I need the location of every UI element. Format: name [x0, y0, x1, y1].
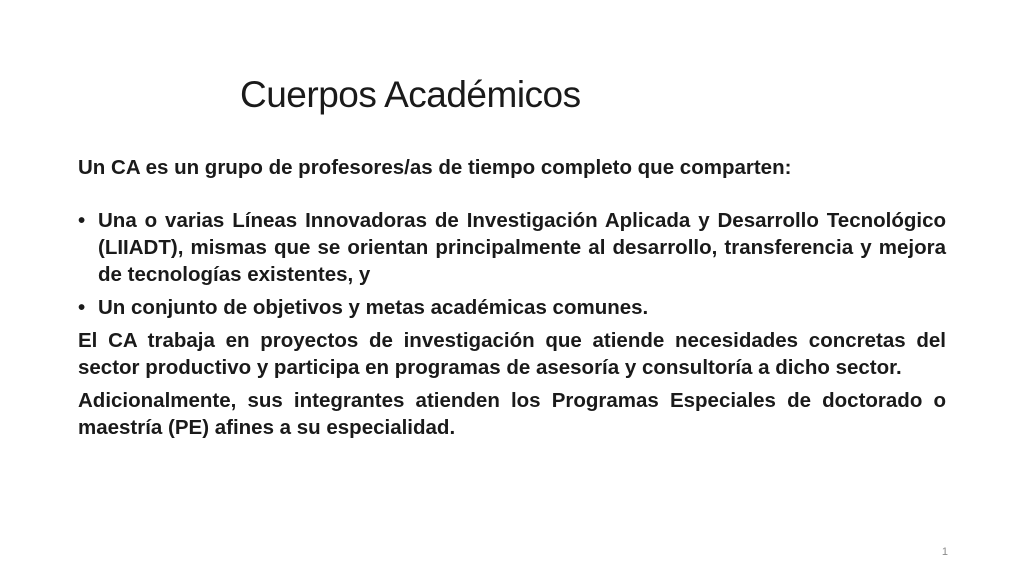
slide-body [78, 154, 946, 441]
bullet-item-objetivos [78, 294, 946, 321]
bullet-icon: • [78, 296, 86, 319]
bullet-text: Un conjunto de objetivos y metas académicas comunes. [98, 296, 649, 319]
intro-paragraph: Un CA es un grupo de profesores/as de tiempo completo que comparten: [78, 156, 792, 179]
projects-paragraph: El CA trabaja en proyectos de investigación que atiende necesidades concretas del sector productivo y participa en programas de asesoría y consultoría a dicho sector. [78, 329, 946, 379]
slide-title: Cuerpos Académicos [240, 74, 581, 115]
bullet-icon: • [78, 209, 86, 232]
slide-number: 1 [941, 546, 948, 558]
bullet-text: Una o varias Líneas Innovadoras de Investigación Aplicada y Desarrollo Tecnológico (LIIADT), mismas que se orientan principalmente al desarrollo, transferencia y mejora de tecnologías existentes, y [98, 209, 946, 286]
bullet-list [78, 207, 946, 321]
bullet-item-liiadt [78, 207, 946, 288]
programs-paragraph: Adicionalmente, sus integrantes atienden los Programas Especiales de doctorado o maestría (PE) afines a su especialidad. [78, 389, 946, 439]
